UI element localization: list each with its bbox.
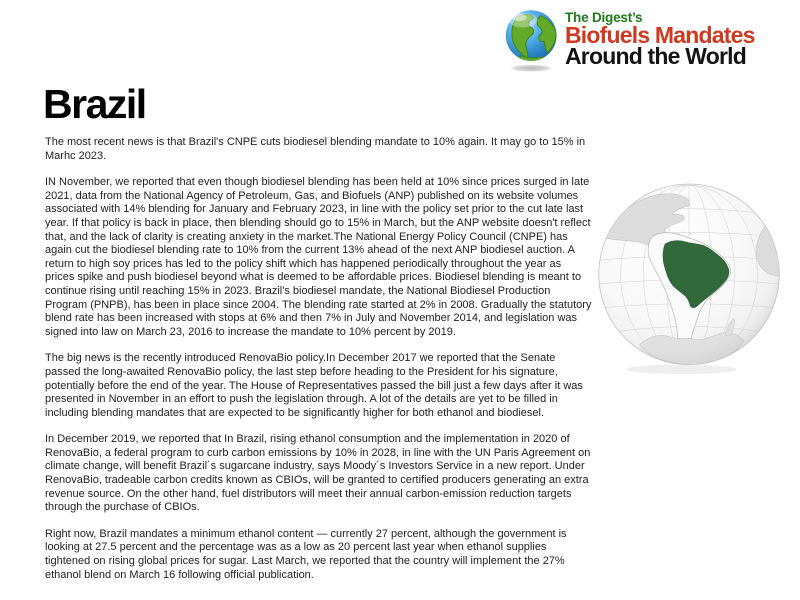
paragraph-renovabio-intro: The big news is the recently introduced RenovaBio policy.In December 2017 we reported that the Senate passed the long-awaited RenovaBio policy, the last step before heading to the President for his signature, potentially before the end of the year. The House of Representatives passed the bill just a few days after it was presented in November in an effort to push the legislation through. A lot of the details are yet to be filled in including blending mandates that are expected to be significantly higher for both ethanol and biodiesel. — [45, 352, 583, 419]
article — [45, 82, 592, 595]
page-title: Brazil — [43, 81, 146, 127]
masthead — [504, 8, 794, 78]
brazil-orthographic-globe-icon — [594, 181, 784, 379]
logo-globe-icon — [504, 8, 562, 74]
logo-line-around-the-world: Around the World — [565, 43, 746, 69]
paragraph-november-report: IN November, we reported that even though biodiesel blending has been held at 10% since prices surged in late 2021, data from the National Agency of Petroleum, Gas, and Biofuels (ANP) published on its website volumes associated with 14% blending for January and February 2023, in line with the policy set prior to the cut late last year. If that policy is back in place, then blending should go to 15% in March, but the ANP website doesn't reflect that, and the lack of clarity is creating anxiety in the market.The National Energy Policy Council (CNPE) has again cut the biodiesel blending rate to 10% from the current 13% ahead of the next ANP biodiesel auction. A return to high soy prices has led to the policy shift which has happened periodically throughout the year as prices spike and push biodiesel beyond what is deemed to be affordable prices. Biodiesel blending is meant to continue rising until reaching 15% in 2023. Brazil's biodiesel mandate, the National Biodiesel Production Program (PNPB), has been in place since 2004. The blending rate started at 2% in 2008. Gradually the statutory blend rate has been increased with stops at 6% and then 7% in July and November 2014, and legislation was signed into law on March 23, 2016 to increase the mandate to 10% percent by 2019. — [45, 176, 592, 338]
paragraph-december-2019: In December 2019, we reported that In Brazil, rising ethanol consumption and the implementation in 2020 of RenovaBio, a federal program to curb carbon emissions by 10% in 2028, in line with the UN Paris Agreement on climate change, will benefit Brazil´s sugarcane industry, says Moody´s Investors Service in a new report. Under RenovaBio, tradeable carbon credits known as CBIOs, will be granted to certified producers generating an extra revenue source. On the other hand, fuel distributors will meet their annual carbon-emission reduction targets through the purchase of CBIOs. — [45, 433, 591, 514]
logo-text — [565, 11, 755, 67]
logo-line-the-digests: The Digest’s — [565, 10, 643, 25]
logo-line-biofuels-mandates: Biofuels Mandates — [565, 22, 755, 48]
brazil-globe-map — [594, 181, 784, 379]
paragraph-ethanol-mandate: Right now, Brazil mandates a minimum ethanol content — currently 27 percent, although the government is looking at 27.5 percent and the percentage was as a low as 20 percent last year when ethanol supplies tightened on rising global prices for sugar. Last March, we reported that the country will implement the 27% ethanol blend on March 16 following official publication. — [45, 527, 567, 581]
paragraph-recent-news: The most recent news is that Brazil's CNPE cuts biodiesel blending mandate to 10% again. It may go to 15% in Marhc 2023. — [45, 136, 586, 162]
